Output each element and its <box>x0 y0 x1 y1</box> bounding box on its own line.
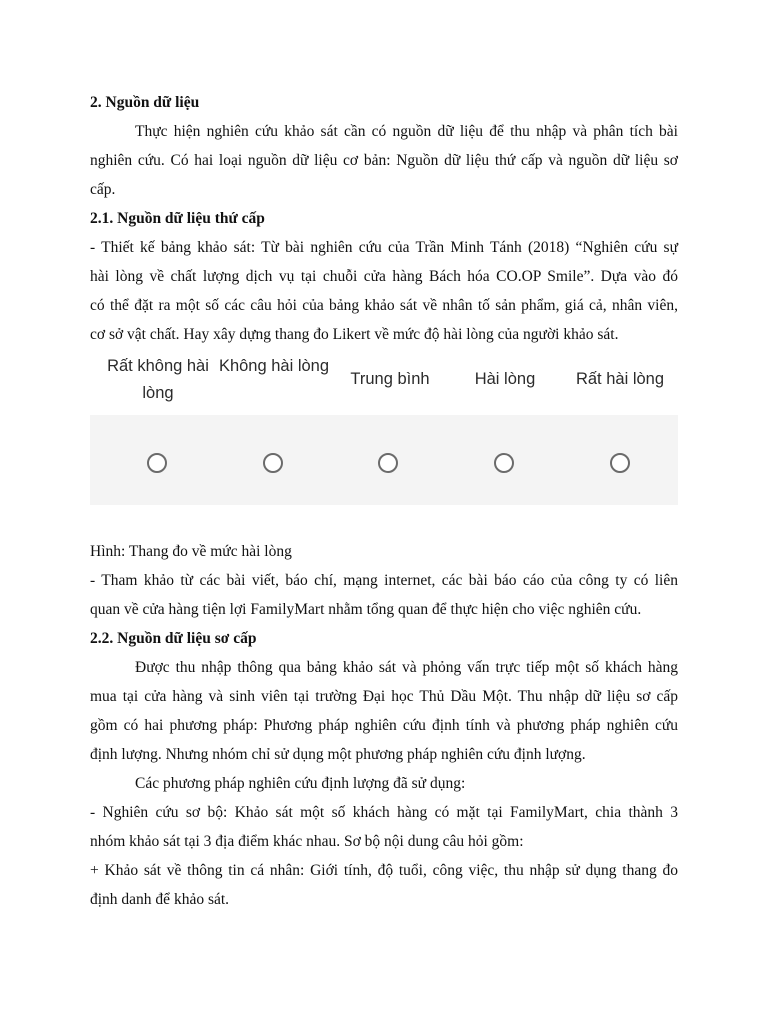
likert-radio-very-satisfied[interactable] <box>610 453 630 473</box>
paragraph-methods-intro: Các phương pháp nghiên cứu định lượng đã sử dụng: <box>135 775 466 792</box>
likert-radio-dissatisfied[interactable] <box>263 453 283 473</box>
document-page <box>90 88 678 914</box>
paragraph-line: - Tham khảo từ các bài viết, báo chí, mạng internet, các bài báo cáo của công ty có liên <box>90 572 678 589</box>
likert-radio-satisfied[interactable] <box>494 453 514 473</box>
paragraph-line: quan về cửa hàng tiện lợi FamilyMart nhằm tổng quan để thực hiện cho việc nghiên cứu. <box>90 601 642 618</box>
paragraph-line: cấp. <box>90 181 116 198</box>
likert-label-very-dissatisfied: Rất không hài lòng <box>107 357 209 402</box>
paragraph-line: gồm có hai phương pháp: Phương pháp nghiên cứu định tính và phương pháp nghiên cứu <box>90 717 678 734</box>
paragraph-line: + Khảo sát về thông tin cá nhân: Giới tính, độ tuổi, công việc, thu nhập sử dụng thang đo <box>90 862 678 879</box>
likert-scale-figure <box>90 353 678 533</box>
paragraph-line: Thực hiện nghiên cứu khảo sát cần có nguồn dữ liệu để thu nhập và phân tích bài <box>135 123 678 140</box>
paragraph-reference <box>90 566 678 624</box>
paragraph-line: - Nghiên cứu sơ bộ: Khảo sát một số khách hàng có mặt tại FamilyMart, chia thành 3 <box>90 804 678 821</box>
paragraph-line: mua tại cửa hàng và sinh viên tại trường Đại học Thủ Dầu Một. Thu nhập dữ liệu sơ cấp <box>90 688 678 705</box>
paragraph-secondary-data <box>90 233 678 349</box>
paragraph-line: nghiên cứu. Có hai loại nguồn dữ liệu cơ bản: Nguồn dữ liệu thứ cấp và nguồn dữ liệu sơ <box>90 152 678 169</box>
likert-label-satisfied: Hài lòng <box>474 370 536 388</box>
likert-label-neutral: Trung bình <box>350 370 430 388</box>
paragraph-line: có thể đặt ra một số các câu hỏi của bảng khảo sát về nhân tố sản phẩm, giá cả, nhân viên, <box>90 297 678 314</box>
paragraph-line: Được thu nhập thông qua bảng khảo sát và phỏng vấn trực tiếp một số khách hàng <box>135 659 678 676</box>
paragraph-line: định lượng. Nhưng nhóm chỉ sử dụng một phương pháp nghiên cứu định lượng. <box>90 746 586 763</box>
figure-caption: Hình: Thang đo về mức hài lòng <box>90 543 292 560</box>
paragraph-primary-data <box>90 653 678 769</box>
paragraph-intro <box>90 117 678 204</box>
likert-label-dissatisfied: Không hài lòng <box>218 357 330 375</box>
section-heading-2: 2. Nguồn dữ liệu <box>90 94 200 111</box>
paragraph-line: - Thiết kế bảng khảo sát: Từ bài nghiên cứu của Trần Minh Tánh (2018) “Nghiên cứu sự <box>90 239 678 256</box>
paragraph-line: cơ sở vật chất. Hay xây dựng thang đo Likert về mức độ hài lòng của người khảo sát. <box>90 326 619 343</box>
likert-radio-neutral[interactable] <box>378 453 398 473</box>
likert-label-very-satisfied: Rất hài lòng <box>575 370 665 388</box>
likert-radio-row <box>90 415 678 505</box>
paragraph-line: hài lòng về chất lượng dịch vụ tại chuỗi cửa hàng Bách hóa CO.OP Smile”. Dựa vào đó <box>90 268 678 285</box>
section-heading-2-2: 2.2. Nguồn dữ liệu sơ cấp <box>90 630 257 647</box>
likert-radio-very-dissatisfied[interactable] <box>147 453 167 473</box>
paragraph-personal-info <box>90 856 678 914</box>
likert-scale-labels <box>90 353 678 415</box>
section-heading-2-1: 2.1. Nguồn dữ liệu thứ cấp <box>90 210 265 227</box>
paragraph-line: định danh để khảo sát. <box>90 891 230 908</box>
paragraph-preliminary-study <box>90 798 678 856</box>
paragraph-line: nhóm khảo sát tại 3 địa điểm khác nhau. Sơ bộ nội dung câu hỏi gồm: <box>90 833 524 850</box>
